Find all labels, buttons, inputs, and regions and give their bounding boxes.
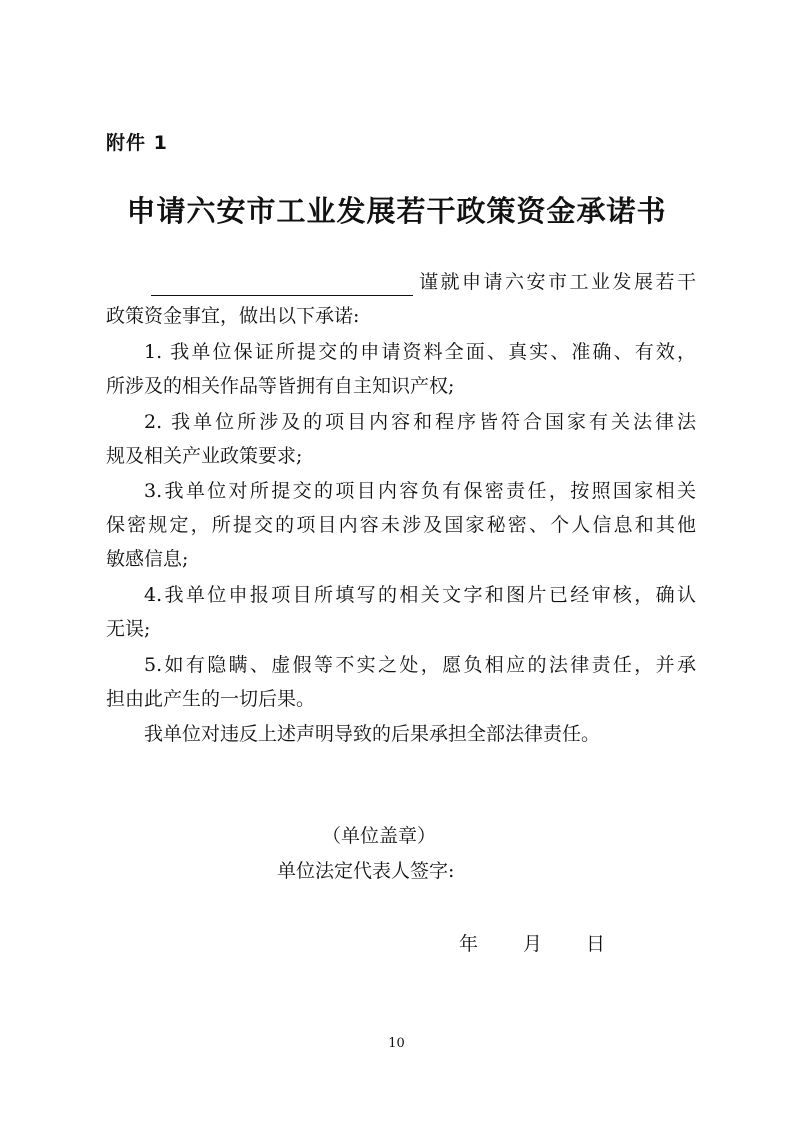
promise-item-1-line-2: 所涉及的相关作品等皆拥有自主知识产权;: [106, 375, 455, 397]
intro-text-after-blank: 谨就申请六安市工业发展若干: [419, 271, 696, 293]
representative-signature-label: 单位法定代表人签字:: [277, 860, 455, 882]
applicant-name-blank: [151, 273, 413, 296]
promise-item-2-line-2: 规及相关产业政策要求;: [106, 445, 303, 467]
promise-item-2-line-1: 2. 我单位所涉及的项目内容和程序皆符合国家有关法律法: [144, 411, 696, 433]
promise-item-1-line-1: 1. 我单位保证所提交的申请资料全面、真实、准确、有效，: [144, 341, 696, 363]
attachment-label: 附件 1: [106, 132, 168, 154]
promise-item-5-line-1: 5.如有隐瞒、虚假等不实之处，愿负相应的法律责任，并承: [144, 654, 696, 676]
year-label: 年: [459, 933, 479, 955]
promise-item-3-line-3: 敏感信息;: [106, 548, 189, 570]
promise-item-4-line-2: 无误;: [106, 618, 151, 640]
seal-label: （单位盖章）: [322, 825, 437, 847]
month-label: 月: [523, 933, 543, 955]
promise-item-3-line-2: 保密规定，所提交的项目内容未涉及国家秘密、个人信息和其他: [106, 514, 696, 536]
closing-statement: 我单位对违反上述声明导致的后果承担全部法律责任。: [144, 723, 601, 745]
promise-item-4-line-1: 4.我单位申报项目所填写的相关文字和图片已经审核，确认: [144, 584, 696, 606]
promise-item-5-line-2: 担由此产生的一切后果。: [106, 688, 316, 710]
promise-item-3-line-1: 3.我单位对所提交的项目内容负有保密责任，按照国家相关: [144, 480, 696, 502]
intro-line-1: [144, 268, 696, 296]
document-title: 申请六安市工业发展若干政策资金承诺书: [126, 194, 667, 228]
intro-line-2: 政策资金事宜，做出以下承诺:: [106, 305, 360, 327]
day-label: 日: [586, 933, 606, 955]
page-number: 10: [388, 1036, 405, 1051]
